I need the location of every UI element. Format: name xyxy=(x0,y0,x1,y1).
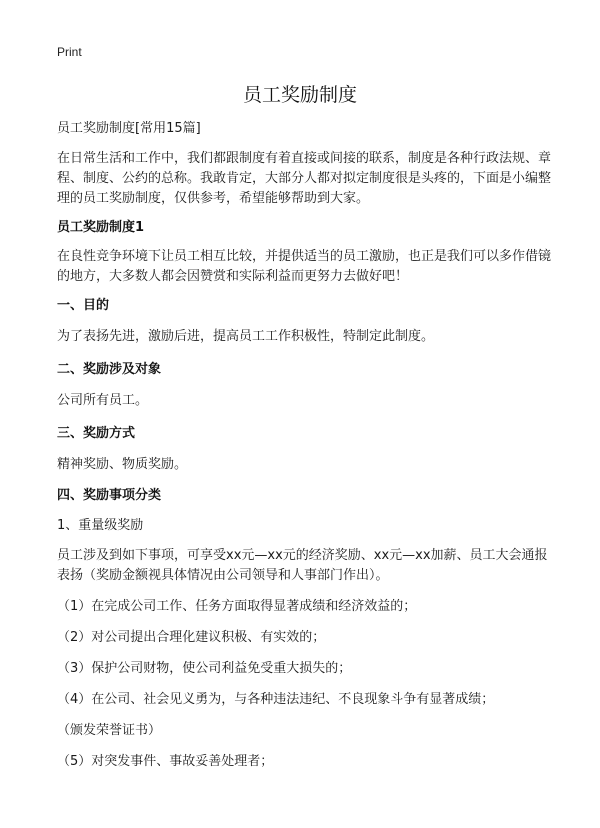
list-item: （2）对公司提出合理化建议积极、有实效的； xyxy=(57,630,326,645)
intro-paragraph: 在日常生活和工作中，我们都跟制度有着直接或间接的联系，制度是各种行政法规、章程、制度、公约的总称。我敢肯定，大部分人都对拟定制度很是头疼的，下面是小编整理的员工奖励制度，仅供参考，希望能够帮助到大家。 xyxy=(57,151,552,206)
heading-method: 三、奖励方式 xyxy=(57,426,136,441)
heading-category: 四、奖励事项分类 xyxy=(57,488,162,503)
print-link[interactable]: Print xyxy=(57,45,82,59)
section1-heading: 员工奖励制度1 xyxy=(57,220,145,235)
scope-text: 公司所有员工。 xyxy=(57,393,149,408)
list-item: （3）保护公司财物，使公司利益免受重大损失的； xyxy=(57,661,352,676)
sub1-heading: 1、重量级奖励 xyxy=(57,518,144,533)
heading-purpose: 一、目的 xyxy=(57,298,110,313)
heading-scope: 二、奖励涉及对象 xyxy=(57,362,162,377)
document-subtitle: 员工奖励制度[常用15篇] xyxy=(57,121,201,136)
method-text: 精神奖励、物质奖励。 xyxy=(57,457,188,472)
list-item: （颁发荣誉证书） xyxy=(57,723,162,738)
list-item: （5）对突发事件、事故妥善处理者； xyxy=(57,754,274,769)
purpose-text: 为了表扬先进，激励后进，提高员工工作积极性，特制定此制度。 xyxy=(57,329,435,344)
sub1-text: 员工涉及到如下事项，可享受xx元—xx元的经济奖励、xx元—xx加薪、员工大会通报表扬（奖励金额视具体情况由公司领导和人事部门作出）。 xyxy=(57,548,548,583)
list-item: （1）在完成公司工作、任务方面取得显著成绩和经济效益的； xyxy=(57,599,417,614)
document-title: 员工奖励制度 xyxy=(242,84,357,106)
section1-intro: 在良性竞争环境下让员工相互比较，并提供适当的员工激励，也正是我们可以多作借镜的地方，大多数人都会因赞赏和实际利益而更努力去做好吧！ xyxy=(57,249,552,284)
list-item: （4）在公司、社会见义勇为，与各种违法违纪、不良现象斗争有显著成绩； xyxy=(57,692,495,707)
